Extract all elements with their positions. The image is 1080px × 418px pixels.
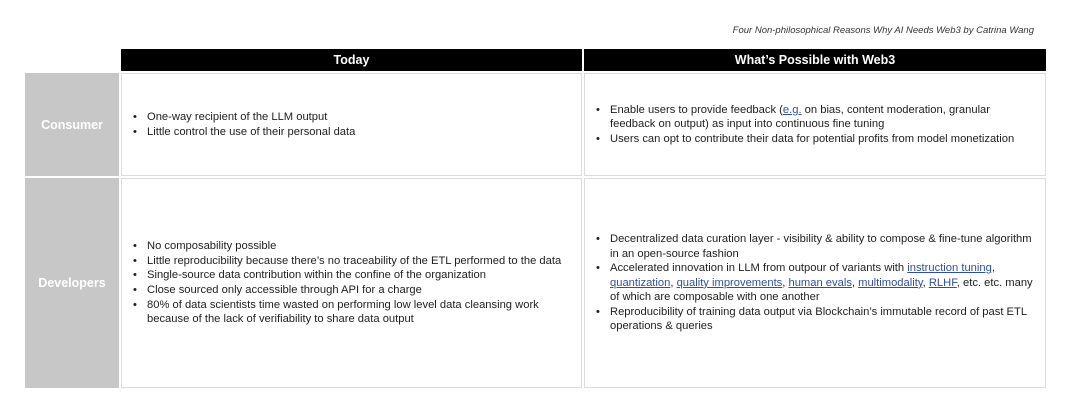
- eg-link[interactable]: e.g.: [782, 103, 802, 116]
- list-item: • Single-source data contribution within the confine of the organization: [133, 268, 571, 283]
- column-header-today: Today: [121, 49, 582, 71]
- developers-today-list: [122, 239, 581, 327]
- source-caption: Four Non-philosophical Reasons Why AI Needs Web3 by Catrina Wang: [732, 25, 1034, 36]
- list-item: • No composability possible: [133, 239, 571, 254]
- separator: ,: [670, 276, 677, 289]
- table-row-developers: [25, 178, 1046, 388]
- rlhf-link[interactable]: RLHF: [928, 276, 957, 289]
- cell-consumer-web3: [584, 73, 1046, 176]
- row-label-consumer: Consumer: [25, 73, 119, 176]
- list-item: • Little control the use of their personal data: [133, 125, 571, 140]
- quantization-link[interactable]: quantization: [610, 276, 671, 289]
- developers-web3-list: [585, 232, 1045, 334]
- quality-improvements-link[interactable]: quality improvements: [676, 276, 783, 289]
- cell-developers-today: [121, 178, 582, 388]
- row-label-developers: Developers: [25, 178, 119, 388]
- header-row: [25, 49, 1046, 71]
- comparison-table: [23, 47, 1048, 390]
- item-text: on bias, content moderation, granular feedback on output) as input into continuous fine tuning: [610, 103, 991, 131]
- list-item: • Close sourced only accessible through API for a charge: [133, 283, 571, 298]
- list-item: • Little reproducibility because there’s no traceability of the ETL performed to the data: [133, 254, 571, 269]
- column-header-web3: What’s Possible with Web3: [584, 49, 1046, 71]
- consumer-today-list: [122, 110, 581, 139]
- separator: ,: [782, 276, 789, 289]
- item-text: Enable users to provide feedback (: [610, 103, 783, 116]
- item-text: Accelerated innovation in LLM from outpour of variants with: [610, 262, 908, 275]
- multimodality-link[interactable]: multimodality: [858, 276, 923, 289]
- list-item: • One-way recipient of the LLM output: [133, 110, 571, 125]
- separator: ,: [922, 276, 929, 289]
- consumer-web3-list: [585, 103, 1045, 147]
- list-item: • Decentralized data curation layer - visibility & ability to compose & fine-tune algorithm in an open-source fashion: [596, 232, 1035, 261]
- cell-consumer-today: [121, 73, 582, 176]
- human-evals-link[interactable]: human evals: [788, 276, 852, 289]
- table-row-consumer: [25, 73, 1046, 176]
- list-item: • Reproducibility of training data output via Blockchain’s immutable record of past ETL operations & queries: [596, 305, 1035, 334]
- item-text: , etc. etc. many of which are composable with one another: [610, 276, 1033, 304]
- cell-developers-web3: [584, 178, 1046, 388]
- separator: ,: [851, 276, 859, 289]
- list-item: • 80% of data scientists time wasted on performing low level data cleansing work because of the lack of verifiability to share data output: [133, 298, 571, 327]
- list-item: [596, 103, 1035, 132]
- header-corner: [25, 49, 119, 71]
- list-item: • Users can opt to contribute their data for potential profits from model monetization: [596, 132, 1035, 147]
- separator: ,: [991, 262, 995, 275]
- list-item: [596, 261, 1035, 305]
- instruction-tuning-link[interactable]: instruction tuning: [907, 262, 992, 275]
